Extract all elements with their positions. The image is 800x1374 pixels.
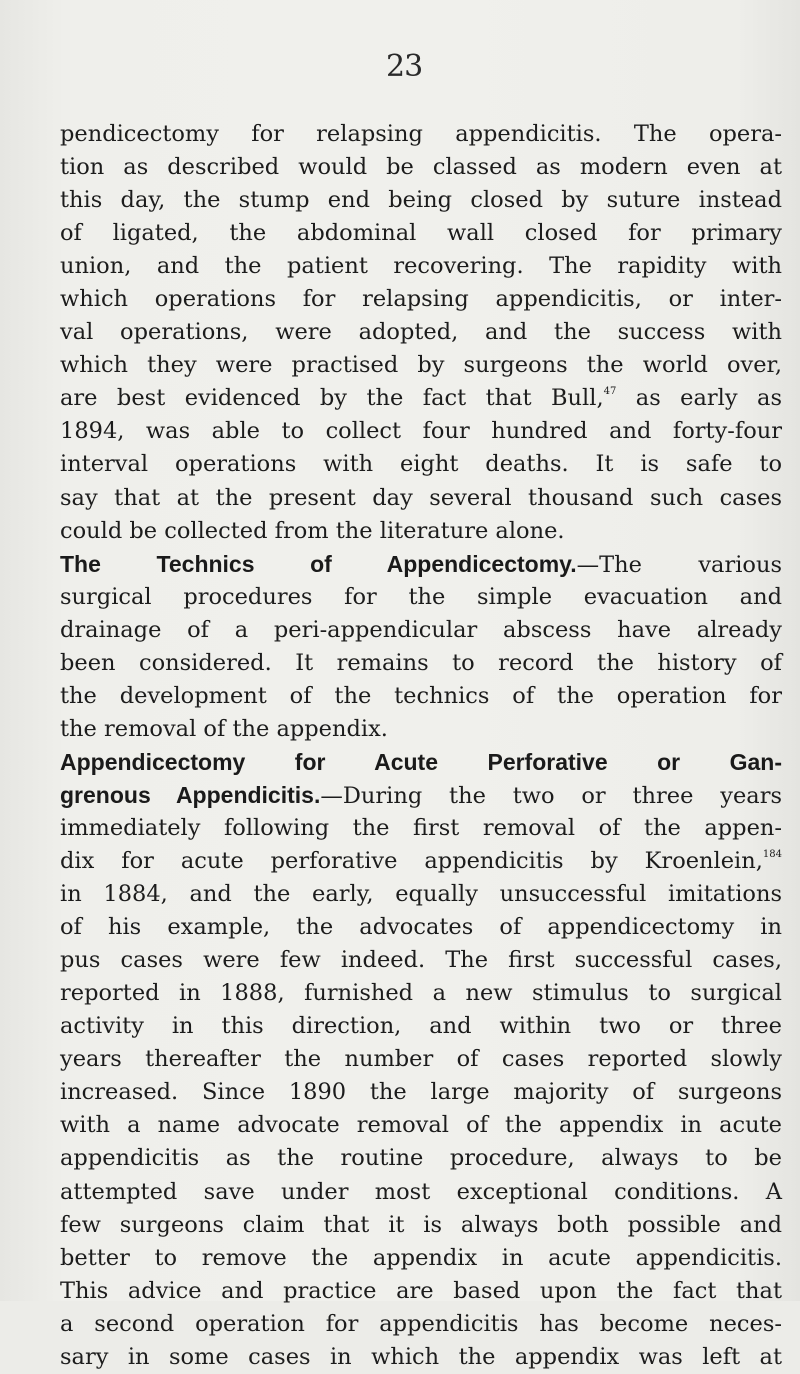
text-line: reported in 1888, furnished a new stimulus to surgical: [60, 980, 782, 1007]
section-heading: grenous Appendicitis.: [60, 781, 321, 808]
text-line: in 1884, and the early, equally unsuccessful imitations: [60, 881, 782, 908]
text-line: attempted save under most exceptional conditions. A: [60, 1178, 782, 1205]
text-line: better to remove the appendix in acute appendicitis.: [60, 1244, 782, 1271]
text-line: val operations, were adopted, and the success with: [60, 319, 782, 346]
text-fragment: —The various: [576, 551, 782, 578]
text-line: [60, 548, 782, 581]
text-line: which operations for relapsing appendicitis, or inter-: [60, 286, 782, 313]
text-fragment: are best evidenced by the fact that Bull,: [60, 385, 604, 412]
text-line: sary in some cases in which the appendix was left at: [60, 1343, 782, 1370]
text-line: which they were practised by surgeons the world over,: [60, 352, 782, 379]
text-line: [60, 845, 782, 878]
text-line: appendicitis as the routine procedure, always to be: [60, 1145, 782, 1172]
text-line: with a name advocate removal of the appendix in acute: [60, 1112, 782, 1139]
text-line: [60, 746, 782, 779]
text-line: the development of the technics of the operation for: [60, 682, 782, 709]
section-heading: Appendicectomy for Acute Perforative or Gan-: [60, 748, 782, 775]
text-fragment: dix for acute perforative appendicitis by Kroenlein,: [60, 848, 763, 875]
text-line: increased. Since 1890 the large majority of surgeons: [60, 1079, 782, 1106]
text-line: pus cases were few indeed. The first successful cases,: [60, 947, 782, 974]
text-line: been considered. It remains to record the history of: [60, 649, 782, 676]
text-line: of his example, the advocates of appendicectomy in: [60, 914, 782, 941]
text-line: years thereafter the number of cases reported slowly: [60, 1046, 782, 1073]
text-line: activity in this direction, and within two or three: [60, 1013, 782, 1040]
text-line: pendicectomy for relapsing appendicitis. The opera-: [60, 121, 782, 147]
text-line: drainage of a peri-appendicular abscess have already: [60, 616, 782, 643]
text-line: 1894, was able to collect four hundred and forty-four: [60, 418, 782, 445]
page-number: 23: [386, 49, 423, 84]
text-line: a second operation for appendicitis has become neces-: [60, 1310, 782, 1337]
body-text: [60, 118, 782, 1374]
text-line: few surgeons claim that it is always both possible and: [60, 1211, 782, 1238]
text-line: say that at the present day several thousand such cases: [60, 484, 782, 511]
text-line: union, and the patient recovering. The rapidity with: [60, 253, 782, 280]
text-line: [60, 382, 782, 415]
text-line: could be collected from the literature alone.: [60, 517, 565, 544]
text-fragment: as early as: [616, 385, 782, 412]
footnote-ref: 47: [603, 386, 617, 398]
text-line: This advice and practice are based upon the fact that: [60, 1277, 782, 1304]
footnote-ref: 184: [762, 849, 782, 861]
text-line: interval operations with eight deaths. It is safe to: [60, 451, 782, 478]
text-line: this day, the stump end being closed by suture instead: [60, 187, 782, 214]
text-fragment: —During the two or three years: [320, 782, 782, 809]
text-line: surgical procedures for the simple evacuation and: [60, 583, 782, 610]
text-line: [60, 779, 782, 812]
text-line: tion as described would be classed as modern even at: [60, 154, 782, 181]
text-line: the removal of the appendix.: [60, 715, 388, 742]
text-line: immediately following the first removal of the appen-: [60, 814, 782, 841]
text-line: of ligated, the abdominal wall closed for primary: [60, 220, 782, 247]
section-heading: The Technics of Appendicectomy.: [60, 550, 577, 577]
